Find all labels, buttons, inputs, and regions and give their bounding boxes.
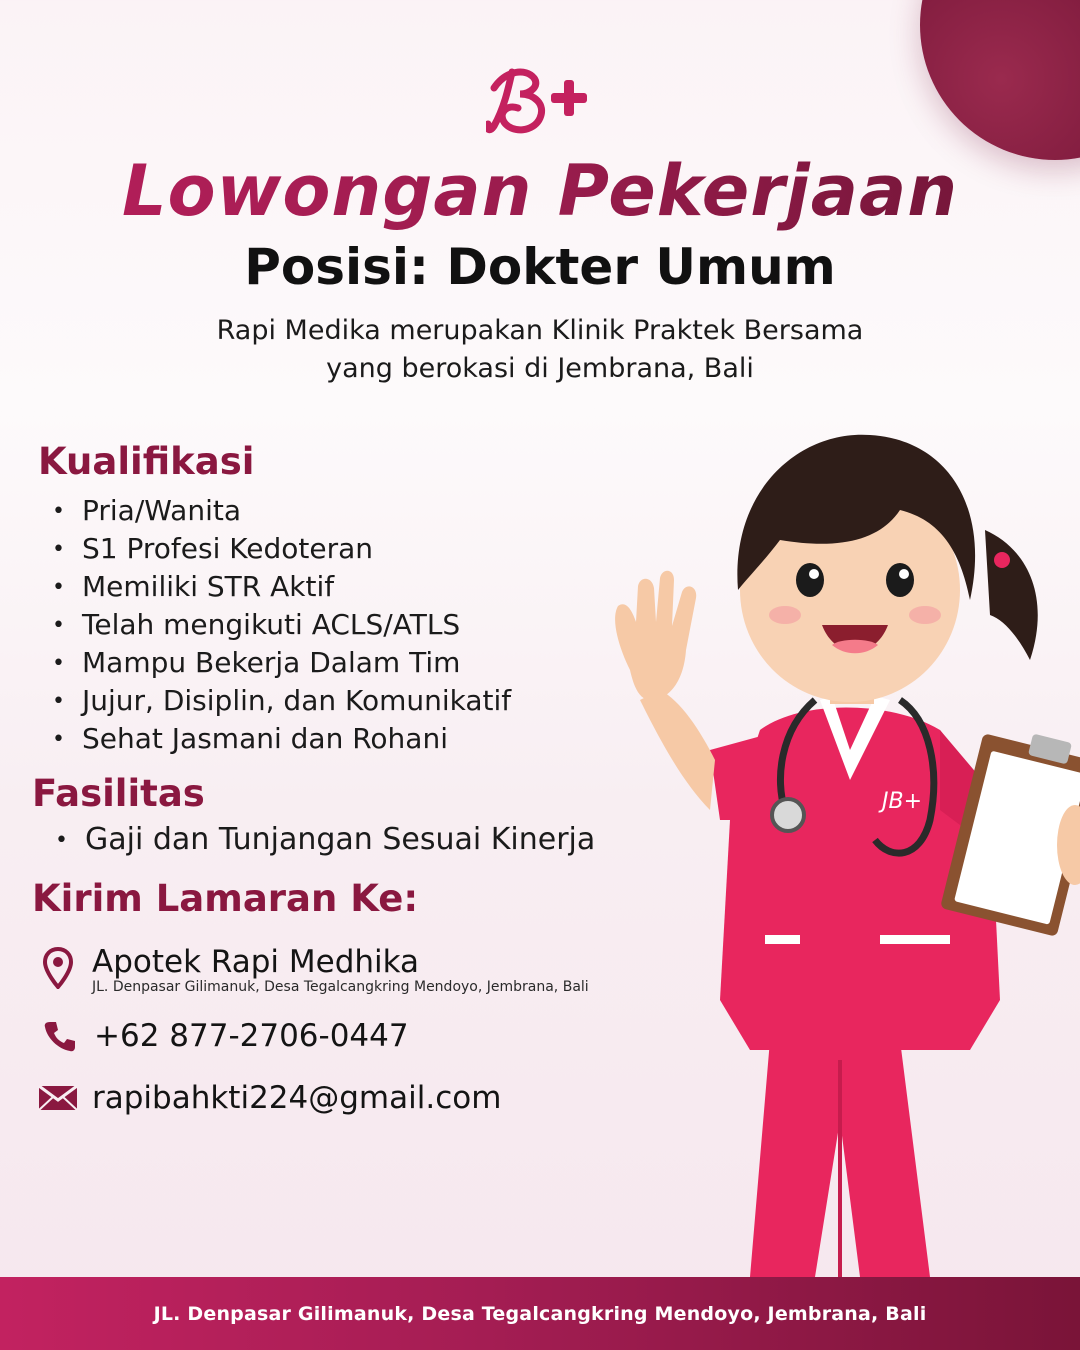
page-title: Lowongan Pekerjaan [0,150,1080,232]
intro-text [0,312,1080,388]
list-item: • Telah mengikuti ACLS/ATLS [82,606,511,644]
place-address: JL. Denpasar Gilimanuk, Desa Tegalcangkring Mendoyo, Jembrana, Bali [92,979,589,995]
svg-text:JB+: JB+ [882,789,923,814]
jb-plus-logo [486,64,602,140]
list-item: • Pria/Wanita [82,492,511,530]
email-row[interactable] [38,1078,501,1118]
phone-number[interactable]: +62 877-2706-0447 [94,1018,409,1054]
list-item: • Jujur, Disiplin, dan Komunikatif [82,682,511,720]
qualifications-list [82,492,511,758]
footer-address: JL. Denpasar Gilimanuk, Desa Tegalcangkring Mendoyo, Jembrana, Bali [153,1302,927,1325]
doctor-illustration [600,400,1080,1277]
list-item: • S1 Profesi Kedoteran [82,530,511,568]
list-item: • Memiliki STR Aktif [82,568,511,606]
qualifications-heading: Kualifikasi [38,440,255,483]
intro-line-1: Rapi Medika merupakan Klinik Praktek Bersama [216,315,864,346]
apply-heading: Kirim Lamaran Ke: [32,877,419,920]
facilities-list [85,821,595,859]
position-title: Posisi: Dokter Umum [244,238,836,296]
facilities-heading: Fasilitas [32,772,205,815]
footer-bar [0,1277,1080,1350]
location-pin-icon [38,948,78,988]
list-item: • Mampu Bekerja Dalam Tim [82,644,511,682]
email-address[interactable]: rapibahkti224@gmail.com [92,1080,502,1116]
corner-decoration [920,0,1080,160]
list-item: • Gaji dan Tunjangan Sesuai Kinerja [85,821,595,859]
phone-row[interactable] [40,1016,409,1056]
place-name: Apotek Rapi Medhika [92,944,420,980]
phone-icon [40,1016,80,1056]
intro-line-2: yang berokasi di Jembrana, Bali [326,353,754,384]
list-item: • Sehat Jasmani dan Rohani [82,720,511,758]
envelope-icon [38,1078,78,1118]
